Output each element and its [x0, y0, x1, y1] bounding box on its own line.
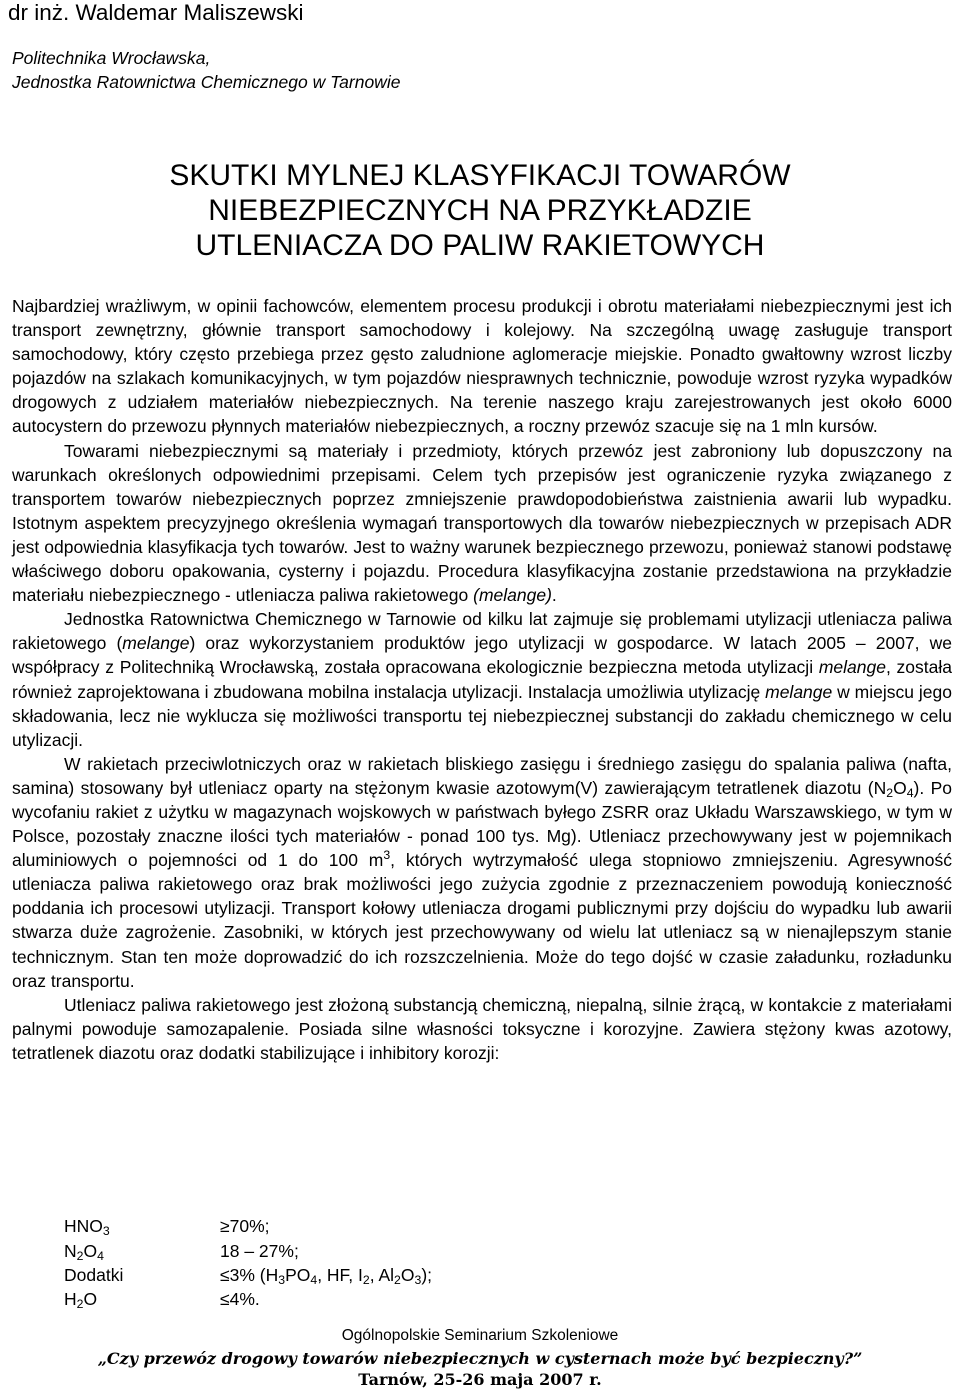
p4-text-b: ). Po wycofaniu rakiet z użytku w magazynach wojskowych w państwach byłego ZSRR oraz Układu Warszawskiego, w tym w Polsce, pozostały znaczne ilości tych materiałów - ponad 100 tys. Mg). Utleniacz przechowywany jest w pojemnikach aluminiowych o pojemności od 1 do 100 m [12, 777, 952, 871]
affiliation-line-1: Politechnika Wrocławska, [12, 48, 211, 68]
compound-value: ≥70%; [220, 1216, 270, 1236]
p2-end: . [551, 585, 557, 606]
title-line-1: SKUTKI MYLNEJ KLASYFIKACJI TOWARÓW [169, 159, 791, 192]
p4-text-a: W rakietach przeciwlotniczych oraz w rakietach bliskiego zasięgu i średniego zasięgu do spalania paliwa (nafta, samina) stosowany był utleniacz oparty na stężonym kwasie azotowym(V) zawierającym tetratlenek diazotu (N [12, 753, 952, 798]
compound-value: ≤3% ($H_3PO_4$, HF, $I_2$, $Al_2O_3$); [220, 1265, 433, 1287]
footer-seminar-title: „Czy przewóz drogowy towarów niebezpiecznych w cysternach może być bezpieczny?” [97, 1349, 863, 1368]
author-name: dr inż. Waldemar Maliszewski [8, 0, 304, 25]
compound-name: $H_2O$ [64, 1289, 98, 1311]
paragraph-3 [12, 607, 952, 752]
p4-sub-2: 4 [906, 785, 914, 800]
p3-italic-3: melange [765, 681, 833, 702]
article-body [12, 294, 952, 1065]
compound-name: $HNO_3$ [64, 1216, 110, 1238]
p2-italic: (melange) [473, 585, 552, 606]
p2-text: Towarami niebezpiecznymi są materiały i przedmioty, których przewóz jest zabroniony lub dopuszczony na warunkach określonych odpowiednimi przepisami. Celem tych przepisów jest ograniczenie ryzyka związanego z transportem towarów niebezpiecznych poprzez zmniejszenie prawdopodobieństwa zaistnienia awarii lub wypadku. Istotnym aspektem precyzyjnego określenia wymagań transportowych dla towarów niebezpiecznych w przepisach ADR jest odpowiednia klasyfikacja tych towarów. Jest to ważny warunek bezpiecznego przewozu, ponieważ stanowi podstawę właściwego doboru opakowania, cysterny i pojazdu. Procedura klasyfikacyjna zostanie przedstawiona na przykładzie materiału niebezpiecznego - utleniacza paliwa rakietowego [12, 440, 952, 606]
paragraph-1: Najbardziej wrażliwym, w opinii fachowców, elementem procesu produkcji i obrotu materiałami niebezpiecznymi jest ich transport zewnętrzny, głównie transport samochodowy i kolejowy. Na szczególną uwagę zasługuje transport samochodowy, który często przebiega przez gęsto zaludnione aglomeracje miejskie. Ponadto gwałtowny wzrost liczby pojazdów na szlakach komunikacyjnych, w tym pojazdów niesprawnych technicznie, powoduje wzrost ryzyka wypadków drogowych z udziałem materiałów niebezpiecznych. Na terenie naszego kraju zarejestrowanych jest około 6000 autocystern do przewozu płynnych materiałów niebezpiecznych, a roczny przewóz szacuje się na 1 mln kursów. [12, 296, 952, 437]
footer-date-place: Tarnów, 25-26 maja 2007 r. [358, 1370, 602, 1389]
compound-value: 18 – 27%; [220, 1241, 299, 1261]
paragraph-4 [12, 752, 952, 993]
p3-text-c: ) oraz wykorzystaniem produktów jego utylizacji w gospodarce. W latach 2005 – 2007, we współpracy z Politechniką Wrocławską, została opracowana ekologicznie bezpieczna metoda utylizacji [12, 633, 952, 678]
p4-sub-1: 2 [886, 785, 894, 800]
p4-sup: 3 [383, 848, 391, 863]
document-title [0, 158, 960, 263]
composition-row-n2o4 [64, 1239, 299, 1263]
composition-row-hno3 [64, 1214, 270, 1238]
paragraph-2 [12, 439, 952, 608]
title-line-3: UTLENIACZA DO PALIW RAKIETOWYCH [195, 229, 765, 262]
compound-value: ≤4%. [220, 1289, 260, 1309]
composition-row-h2o [64, 1287, 260, 1311]
p3-italic-2: melange [818, 657, 886, 678]
title-line-2: NIEBEZPIECZNYCH NA PRZYKŁADZIE [208, 194, 752, 227]
affiliation-line-2: Jednostka Ratownictwa Chemicznego w Tarnowie [12, 72, 401, 92]
compound-name: Dodatki [64, 1265, 124, 1285]
p3-italic-1: melange [122, 633, 190, 654]
p4-mid: O [893, 777, 907, 798]
p3-text-e: , została również zaprojektowana i zbudowana mobilna instalacja utylizacji. Instalacja umożliwia utylizację [12, 657, 952, 702]
footer-seminar: Ogólnopolskie Seminarium Szkoleniowe [341, 1327, 619, 1344]
composition-row-dodatki [64, 1263, 433, 1287]
paragraph-5: Utleniacz paliwa rakietowego jest złożoną substancją chemiczną, niepalną, silnie żrącą, w kontakcie z materiałami palnymi powoduje samozapalenie. Posiada silne własności toksyczne i korozyjne. Zawiera stężony kwas azotowy, tetratlenek diazotu oraz dodatki stabilizujące i inhibitory korozji: [12, 994, 952, 1063]
p4-text-c: , których wytrzymałość ulega stopniowo zmniejszeniu. Agresywność utleniacza paliwa rakietowego oraz brak możliwości jego zużycia zgodnie z przeznaczeniem powodują konieczność poddania ich procesowi utylizacji. Transport kołowy utleniacza drogami publicznymi przy dojściu do wypadku lub awarii stwarza duże zagrożenie. Zasobniki, w których jest przechowywany od wielu lat utleniacz są w nienajlepszym stanie technicznym. Stan ten może doprowadzić do ich rozszczelnienia. Może do tego dojść w czasie załadunku, rozładunku oraz transportu. [12, 850, 952, 991]
p3-text-g: w miejscu jego składowania, lecz nie wyklucza się możliwości transportu tej niebezpiecznej substancji do zakładu chemicznego w celu utylizacji. [12, 681, 952, 750]
p3-text-a: Jednostka Ratownictwa Chemicznego w Tarnowie od kilku lat zajmuje się problemami utylizacji utleniacza paliwa rakietowego ( [12, 609, 952, 654]
compound-name: $N_2O_4$ [64, 1241, 104, 1263]
